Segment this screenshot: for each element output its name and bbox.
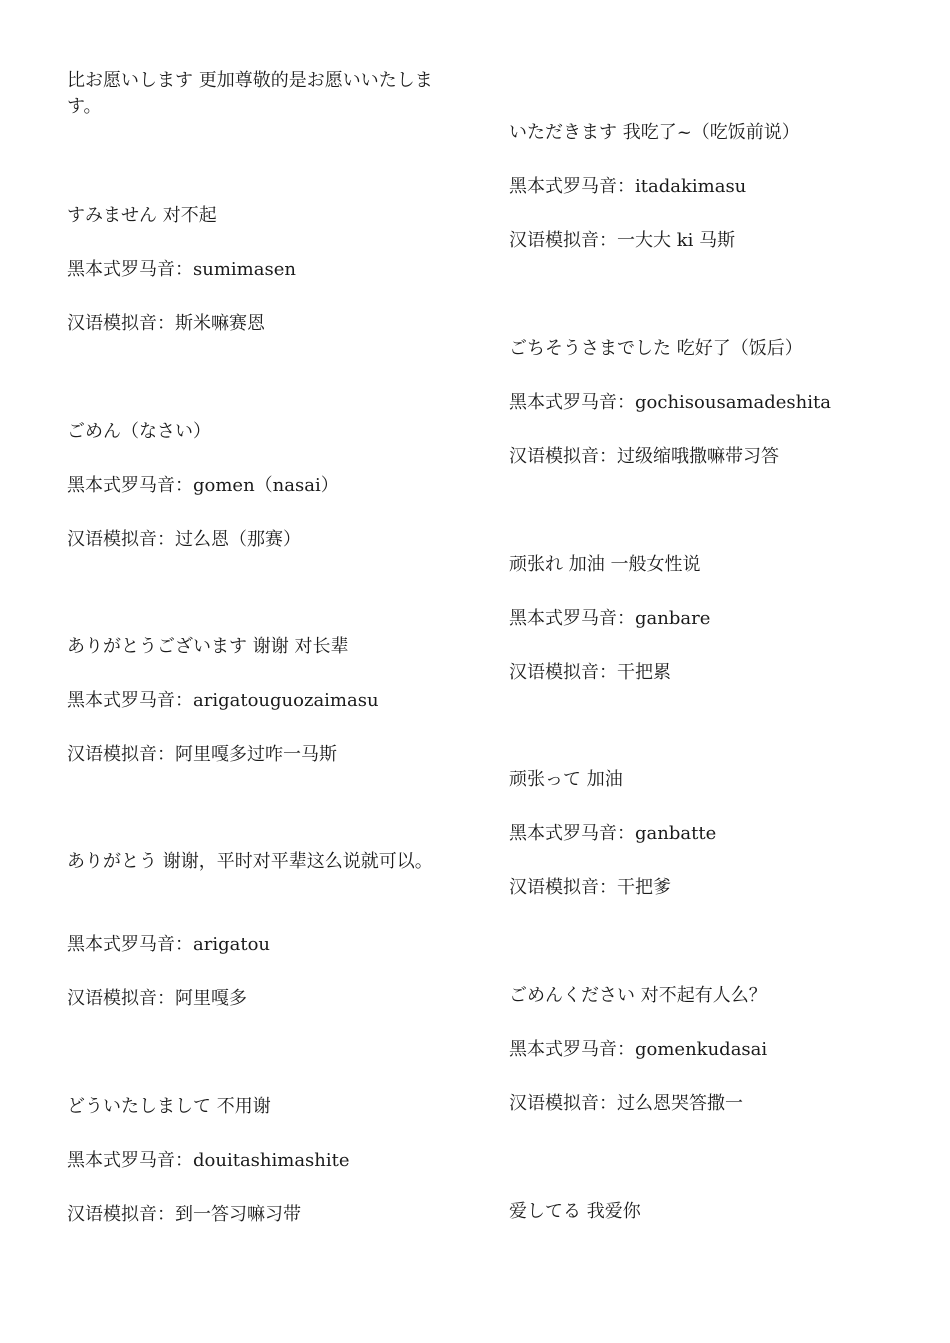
entry-heading: いただきます 我吃了~（吃饭前说）	[509, 122, 800, 143]
entry-romaji: 黑本式罗马音：sumimasen	[67, 259, 296, 280]
entry-romaji: 黑本式罗马音：arigatouguozaimasu	[67, 690, 379, 711]
entry-chinese: 汉语模拟音：阿里嘎多	[67, 988, 247, 1009]
entry-heading: ありがとう 谢谢，平时对平辈这么说就可以。	[67, 851, 433, 872]
entry-romaji: 黑本式罗马音：gomen（nasai）	[67, 475, 339, 496]
entry-heading: どういたしまして 不用谢	[67, 1096, 271, 1117]
entry-chinese: 汉语模拟音：过么恩（那赛）	[67, 529, 301, 550]
entry-heading: 爱してる 我爱你	[509, 1201, 641, 1222]
entry-heading: すみません 对不起	[67, 205, 217, 226]
entry-chinese: 汉语模拟音：到一答习嘛习带	[67, 1204, 301, 1225]
entry-romaji: 黑本式罗马音：gomenkudasai	[509, 1039, 768, 1060]
entry-romaji: 黑本式罗马音：douitashimashite	[67, 1150, 350, 1171]
entry-heading: 顽张れ 加油 一般女性说	[509, 554, 701, 575]
entry-chinese: 汉语模拟音：斯米嘛赛恩	[67, 313, 265, 334]
entry-chinese: 汉语模拟音：过级缩哦撒嘛带习答	[509, 446, 779, 467]
entry-heading: ごちそうさまでした 吃好了（饭后）	[509, 338, 803, 359]
entry-romaji: 黑本式罗马音：arigatou	[67, 934, 271, 955]
entry-heading: 顽张って 加油	[509, 769, 623, 790]
entry-chinese: 汉语模拟音：阿里嘎多过咋一马斯	[67, 744, 337, 765]
entry-romaji: 黑本式罗马音：itadakimasu	[509, 176, 747, 197]
entry-chinese: 汉语模拟音：过么恩哭答撒一	[509, 1093, 743, 1114]
entry-romaji: 黑本式罗马音：ganbatte	[509, 823, 717, 844]
intro-paragraph: 比お愿いします 更加尊敬的是お愿いいたします。	[67, 70, 433, 117]
entry-heading: ごめん（なさい）	[67, 421, 211, 442]
entry-heading: ごめんください 对不起有人么？	[509, 985, 767, 1006]
entry-romaji: 黑本式罗马音：ganbare	[509, 608, 711, 629]
entry-heading: ありがとうございます 谢谢 对长辈	[67, 636, 349, 657]
entry-chinese: 汉语模拟音：干把爹	[509, 877, 671, 898]
entry-chinese: 汉语模拟音：干把累	[509, 662, 671, 683]
entry-romaji: 黑本式罗马音：gochisousamadeshita	[509, 392, 831, 413]
entry-chinese: 汉语模拟音：一大大 ki 马斯	[509, 230, 736, 251]
